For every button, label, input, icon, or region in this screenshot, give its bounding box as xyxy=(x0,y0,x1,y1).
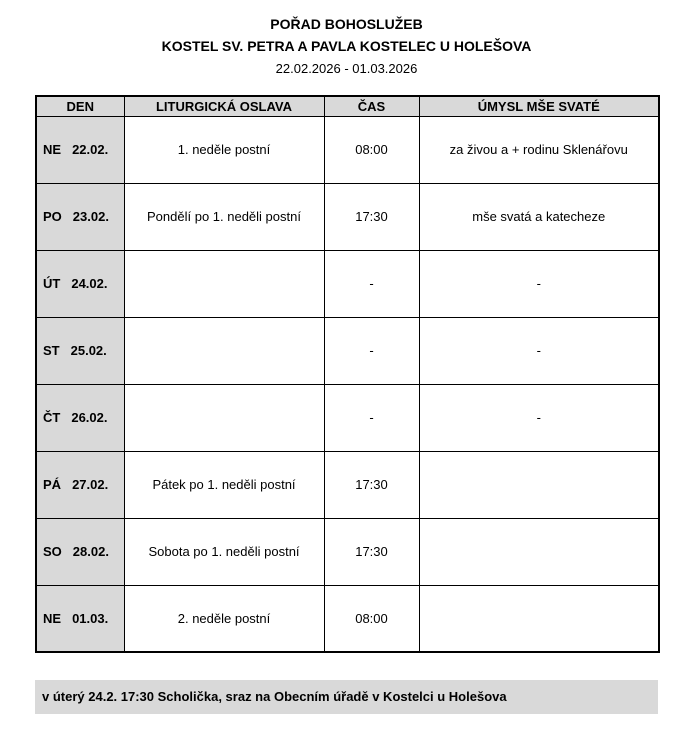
celebration-cell: 1. neděle postní xyxy=(124,116,324,183)
page-header xyxy=(35,13,658,79)
table-row xyxy=(36,116,659,183)
celebration-cell: Pátek po 1. neděli postní xyxy=(124,451,324,518)
page-subtitle: KOSTEL SV. PETRA A PAVLA KOSTELEC U HOLEŠOVA xyxy=(161,38,532,54)
schedule-table xyxy=(35,95,660,653)
intention-cell xyxy=(419,451,659,518)
time-cell: 08:00 xyxy=(324,585,419,652)
day-date: 01.03. xyxy=(72,610,109,626)
day-cell xyxy=(36,317,124,384)
celebration-cell xyxy=(124,384,324,451)
day-date: 26.02. xyxy=(71,410,108,425)
day-cell xyxy=(36,183,124,250)
time-cell: 17:30 xyxy=(324,518,419,585)
day-abbrev: ST xyxy=(43,343,60,358)
table-row xyxy=(36,250,659,317)
day-cell xyxy=(36,384,124,451)
time-cell: 17:30 xyxy=(324,183,419,250)
time-cell: 08:00 xyxy=(324,116,419,183)
day-date: 24.02. xyxy=(71,276,108,291)
column-header-cas: ČAS xyxy=(324,96,419,116)
table-row xyxy=(36,384,659,451)
celebration-cell: Sobota po 1. neděli postní xyxy=(124,518,324,585)
table-row xyxy=(36,518,659,585)
celebration-cell xyxy=(124,250,324,317)
day-abbrev: ČT xyxy=(43,410,61,425)
intention-cell: - xyxy=(419,250,659,317)
column-header-umysl-mse-svate: ÚMYSL MŠE SVATÉ xyxy=(419,96,659,116)
day-abbrev: NE xyxy=(43,610,62,626)
day-abbrev: NE xyxy=(43,142,62,157)
day-date: 25.02. xyxy=(70,343,107,358)
footer-note: v úterý 24.2. 17:30 Scholička, sraz na Obecním úřadě v Kostelci u Holešova xyxy=(35,680,658,714)
day-abbrev: PÁ xyxy=(43,477,62,492)
time-cell: 17:30 xyxy=(324,451,419,518)
date-range: 22.02.2026 - 01.03.2026 xyxy=(275,61,418,76)
time-cell: - xyxy=(324,384,419,451)
table-row xyxy=(36,451,659,518)
column-header-liturgicka-oslava: LITURGICKÁ OSLAVA xyxy=(124,96,324,116)
day-date: 23.02. xyxy=(72,209,109,224)
time-cell: - xyxy=(324,317,419,384)
intention-cell: - xyxy=(419,317,659,384)
intention-cell: za živou a + rodinu Sklenářovu xyxy=(419,116,659,183)
day-abbrev: SO xyxy=(43,544,62,559)
column-header-den: DEN xyxy=(36,96,124,116)
celebration-cell xyxy=(124,317,324,384)
intention-cell xyxy=(419,518,659,585)
day-cell xyxy=(36,518,124,585)
day-cell xyxy=(36,250,124,317)
celebration-cell: 2. neděle postní xyxy=(124,585,324,652)
day-date: 28.02. xyxy=(72,544,109,559)
intention-cell: mše svatá a katecheze xyxy=(419,183,659,250)
table-row xyxy=(36,317,659,384)
time-cell: - xyxy=(324,250,419,317)
day-abbrev: ÚT xyxy=(43,276,61,291)
celebration-cell: Pondělí po 1. neděli postní xyxy=(124,183,324,250)
table-row xyxy=(36,183,659,250)
day-abbrev: PO xyxy=(43,209,62,224)
page-title: POŘAD BOHOSLUŽEB xyxy=(270,16,423,32)
intention-cell xyxy=(419,585,659,652)
table-header-row xyxy=(36,96,659,116)
day-cell xyxy=(36,451,124,518)
table-row xyxy=(36,585,659,652)
intention-cell: - xyxy=(419,384,659,451)
day-date: 22.02. xyxy=(72,142,109,157)
day-cell xyxy=(36,116,124,183)
day-cell xyxy=(36,585,124,652)
day-date: 27.02. xyxy=(72,477,109,492)
